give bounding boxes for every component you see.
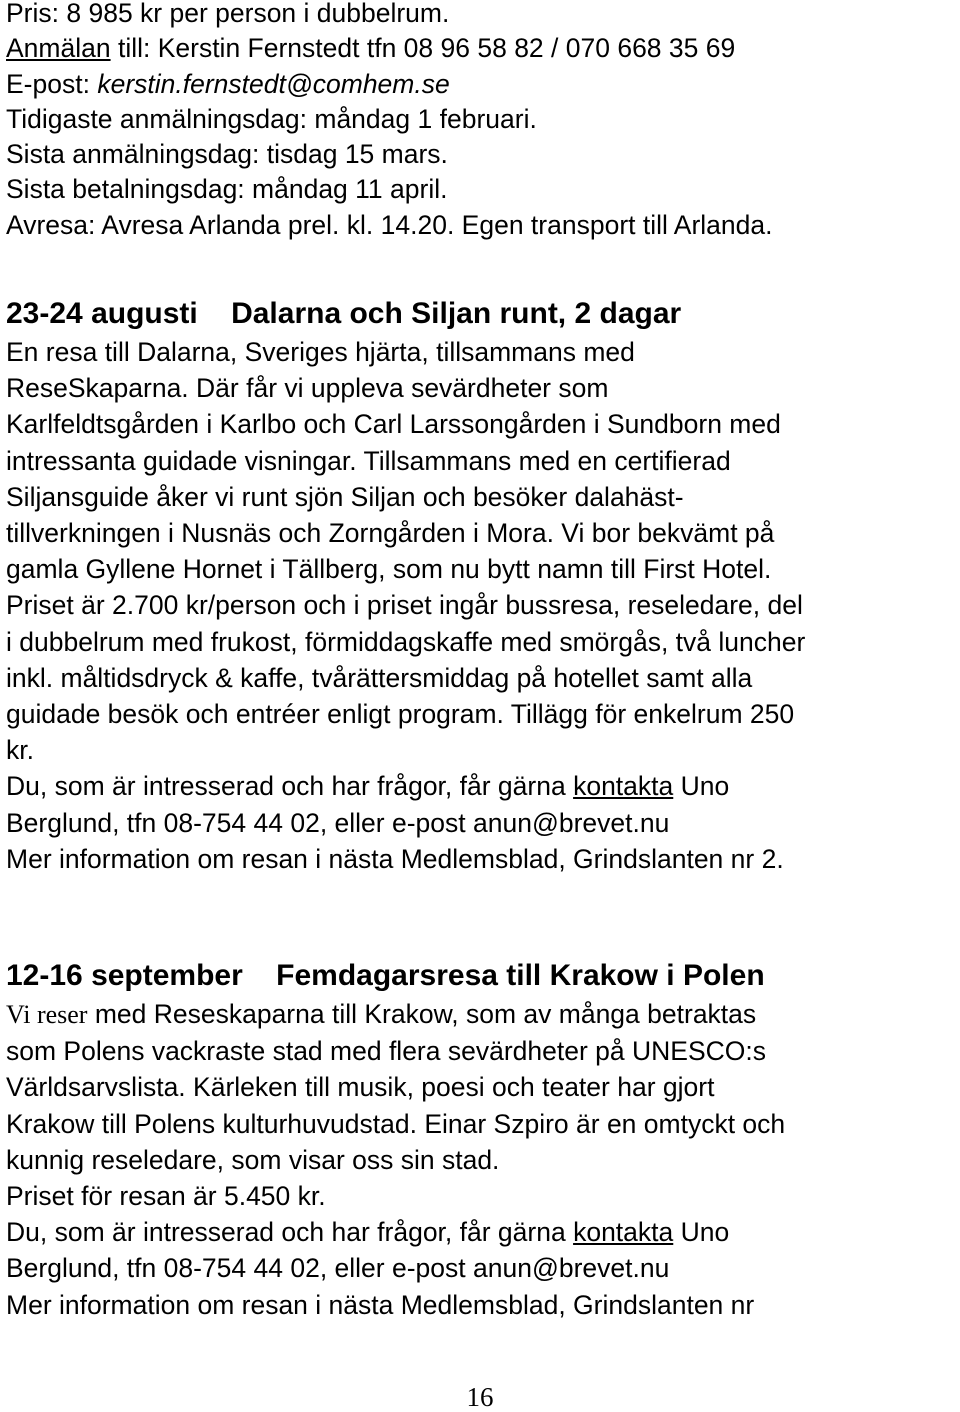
dalarna-line: i dubbelrum med frukost, förmiddagskaffe med smörgås, två luncher — [6, 626, 806, 657]
krakow-first-line — [6, 996, 785, 1033]
krakow-title: Femdagarsresa till Krakow i Polen — [276, 959, 765, 992]
krakow-line: kunnig reseledare, som visar oss sin stad. — [6, 1144, 500, 1175]
dalarna-line: inkl. måltidsdryck & kaffe, tvårättersmiddag på hotellet samt alla — [6, 662, 753, 693]
last-signup-line: Sista anmälningsdag: tisdag 15 mars. — [6, 139, 448, 170]
dalarna-line: En resa till Dalarna, Sveriges hjärta, tillsammans med — [6, 337, 635, 367]
dalarna-title: Dalarna och Siljan runt, 2 dagar — [231, 297, 682, 330]
krakow-more-info: Mer information om resan i nästa Medlemsblad, Grindslanten nr — [6, 1289, 755, 1320]
contact-text: Du, som är intresserad och har frågor, får gärna — [6, 771, 574, 802]
krakow-line: Världsarvslista. Kärleken till musik, poesi och teater har gjort — [6, 1072, 715, 1103]
signup-link[interactable]: Anmälan — [6, 33, 111, 64]
contact-name: Uno — [673, 771, 730, 802]
contact-name: Uno — [673, 1217, 730, 1248]
krakow-first-rest: med Reseskaparna till Krakow, som av många betraktas — [87, 999, 757, 1029]
dalarna-line: Siljansguide åker vi runt sjön Siljan och besöker dalahäst- — [6, 481, 684, 512]
dalarna-more-info: Mer information om resan i nästa Medlemsblad, Grindslanten nr 2. — [6, 843, 784, 874]
email-line — [6, 67, 773, 102]
dalarna-contact-details: Berglund, tfn 08-754 44 02, eller e-post anun@brevet.nu — [6, 807, 670, 838]
dalarna-line: gamla Gyllene Hornet i Tällberg, som nu bytt namn till First Hotel. — [6, 554, 772, 585]
dalarna-line: tillverkningen i Nusnäs och Zorngården i Mora. Vi bor bekvämt på — [6, 518, 775, 549]
intro-section — [6, 0, 773, 243]
price-line: Pris: 8 985 kr per person i dubbelrum. — [6, 0, 450, 28]
dalarna-line: kr. — [6, 735, 34, 766]
krakow-heading — [6, 956, 785, 996]
dalarna-contact-link[interactable]: kontakta — [573, 771, 674, 802]
dalarna-line: Priset är 2.700 kr/person och i priset ingår bussresa, reseledare, del — [6, 590, 803, 621]
krakow-price-line: Priset för resan är 5.450 kr. — [6, 1181, 326, 1212]
signup-contact: till: Kerstin Fernstedt tfn 08 96 58 82 / 070 668 35 69 — [110, 33, 736, 64]
dalarna-line: guidade besök och entréer enligt program. Tillägg för enkelrum 250 — [6, 699, 795, 730]
krakow-serif-words: Vi reser — [6, 1000, 88, 1029]
dalarna-line: ReseSkaparna. Där får vi uppleva sevärdheter som — [6, 373, 609, 404]
departure-line: Avresa: Avresa Arlanda prel. kl. 14.20. Egen transport till Arlanda. — [6, 209, 773, 240]
krakow-contact-line — [6, 1214, 785, 1250]
dalarna-heading — [6, 294, 805, 334]
earliest-signup-line: Tidigaste anmälningsdag: måndag 1 februari. — [6, 103, 537, 134]
email-label: E-post: — [6, 68, 98, 99]
email-link[interactable]: kerstin.fernstedt@comhem.se — [97, 68, 450, 99]
dalarna-date: 23-24 augusti — [6, 297, 198, 330]
page-number: 16 — [466, 1382, 494, 1412]
krakow-line: som Polens vackraste stad med flera sevärdheter på UNESCO:s — [6, 1036, 766, 1067]
krakow-line: Krakow till Polens kulturhuvudstad. Einar Szpiro är en omtyckt och — [6, 1108, 786, 1139]
dalarna-line: Karlfeldtsgården i Karlbo och Carl Larssongården i Sundborn med — [6, 409, 781, 440]
contact-text: Du, som är intresserad och har frågor, får gärna — [6, 1217, 574, 1248]
signup-line — [6, 31, 773, 66]
last-payment-line: Sista betalningsdag: måndag 11 april. — [6, 174, 448, 205]
krakow-section — [6, 956, 785, 1323]
krakow-date: 12-16 september — [6, 959, 243, 992]
dalarna-contact-line — [6, 768, 805, 804]
dalarna-line: intressanta guidade visningar. Tillsammans med en certifierad — [6, 445, 731, 476]
dalarna-section — [6, 294, 805, 877]
krakow-contact-details: Berglund, tfn 08-754 44 02, eller e-post anun@brevet.nu — [6, 1253, 670, 1284]
krakow-contact-link[interactable]: kontakta — [573, 1217, 674, 1248]
